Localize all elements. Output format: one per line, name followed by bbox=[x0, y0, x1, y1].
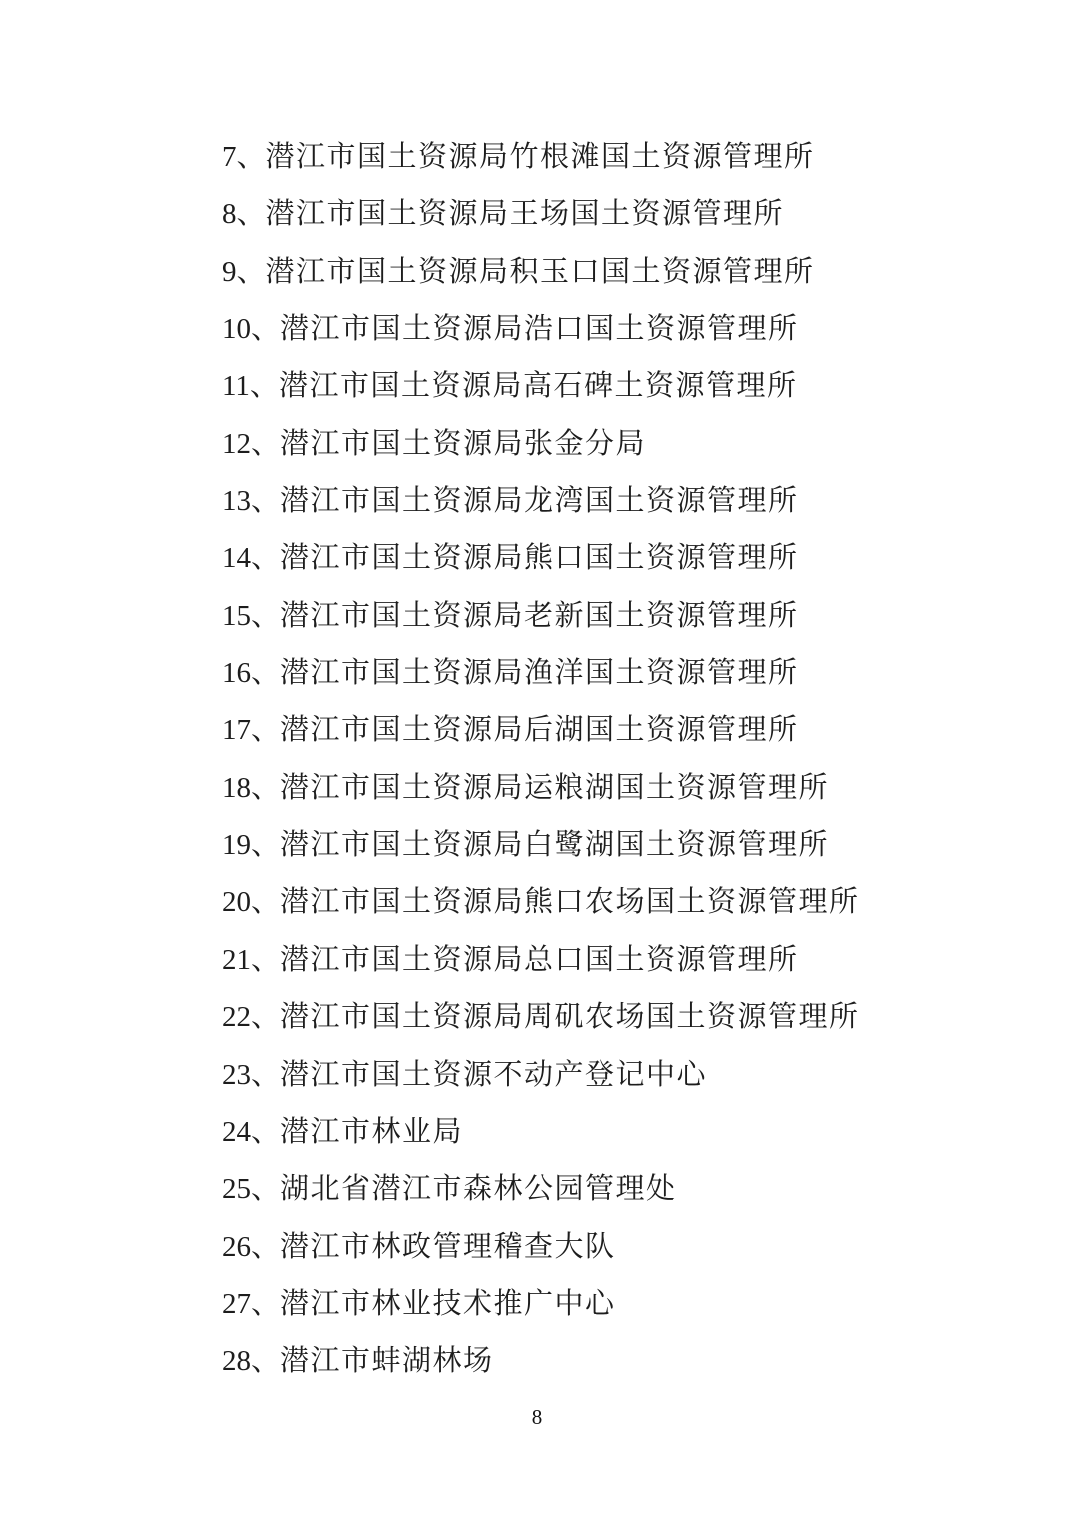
item-number: 20、 bbox=[222, 886, 281, 919]
item-text: 潜江市国土资源局王场国土资源管理所 bbox=[265, 198, 785, 231]
list-item bbox=[222, 542, 1034, 599]
item-number: 24、 bbox=[222, 1115, 281, 1148]
item-number: 27、 bbox=[222, 1287, 281, 1320]
item-text: 潜江市国土资源局老新国土资源管理所 bbox=[280, 599, 799, 632]
item-number: 18、 bbox=[222, 771, 281, 804]
item-number: 15、 bbox=[222, 599, 281, 632]
item-number: 16、 bbox=[222, 657, 281, 690]
item-text: 潜江市林业局 bbox=[280, 1115, 464, 1148]
page-number: 8 bbox=[531, 1405, 543, 1429]
item-number: 10、 bbox=[222, 313, 281, 346]
item-text: 潜江市国土资源局白鹭湖国土资源管理所 bbox=[280, 829, 830, 862]
item-text: 潜江市林业技术推广中心 bbox=[280, 1287, 616, 1320]
list-item bbox=[222, 772, 1034, 829]
list-item bbox=[222, 944, 1034, 1001]
item-text: 湖北省潜江市森林公园管理处 bbox=[280, 1173, 677, 1206]
item-number: 22、 bbox=[222, 1001, 281, 1034]
list-item bbox=[222, 1059, 1034, 1116]
item-text: 潜江市国土资源局周矶农场国土资源管理所 bbox=[280, 1001, 860, 1034]
item-number: 13、 bbox=[222, 485, 281, 518]
list-item bbox=[222, 485, 1034, 542]
item-number: 19、 bbox=[222, 829, 281, 862]
item-number: 8、 bbox=[222, 198, 266, 231]
item-text: 潜江市国土资源局浩口国土资源管理所 bbox=[280, 313, 799, 346]
list-item bbox=[222, 370, 1034, 427]
item-text: 潜江市国土资源局积玉口国土资源管理所 bbox=[265, 255, 815, 288]
item-text: 潜江市国土资源局竹根滩国土资源管理所 bbox=[265, 141, 815, 173]
list-item bbox=[222, 1231, 1034, 1288]
list-item bbox=[222, 657, 1034, 714]
item-text: 潜江市林政管理稽查大队 bbox=[280, 1230, 616, 1263]
org-list bbox=[222, 141, 1034, 1403]
list-item bbox=[222, 886, 1034, 943]
list-item bbox=[222, 141, 1034, 198]
item-number: 23、 bbox=[222, 1058, 281, 1091]
list-item bbox=[222, 1288, 1034, 1345]
list-item bbox=[222, 1173, 1034, 1230]
list-item bbox=[222, 198, 1034, 255]
item-text: 潜江市国土资源不动产登记中心 bbox=[280, 1058, 708, 1091]
list-item bbox=[222, 829, 1034, 886]
page-footer bbox=[0, 1404, 1074, 1430]
list-item bbox=[222, 600, 1034, 657]
item-number: 14、 bbox=[222, 542, 281, 575]
list-item bbox=[222, 313, 1034, 370]
list-item bbox=[222, 1001, 1034, 1058]
list-item bbox=[222, 1116, 1034, 1173]
item-number: 28、 bbox=[222, 1345, 281, 1378]
item-number: 17、 bbox=[222, 714, 281, 747]
item-number: 12、 bbox=[222, 427, 281, 460]
item-number: 25、 bbox=[222, 1173, 281, 1206]
list-item bbox=[222, 428, 1034, 485]
item-text: 潜江市国土资源局张金分局 bbox=[280, 427, 647, 460]
item-number: 9、 bbox=[222, 255, 266, 288]
item-text: 潜江市国土资源局龙湾国土资源管理所 bbox=[280, 485, 799, 518]
item-text: 潜江市国土资源局熊口国土资源管理所 bbox=[280, 542, 799, 575]
item-text: 潜江市国土资源局高石碑土资源管理所 bbox=[278, 370, 798, 403]
item-number: 21、 bbox=[222, 943, 281, 976]
item-number: 7、 bbox=[222, 141, 266, 173]
item-number: 26、 bbox=[222, 1230, 281, 1263]
item-text: 潜江市国土资源局后湖国土资源管理所 bbox=[280, 714, 799, 747]
item-text: 潜江市蚌湖林场 bbox=[280, 1345, 494, 1378]
item-text: 潜江市国土资源局运粮湖国土资源管理所 bbox=[280, 771, 830, 804]
item-text: 潜江市国土资源局熊口农场国土资源管理所 bbox=[280, 886, 860, 919]
item-text: 潜江市国土资源局渔洋国土资源管理所 bbox=[280, 657, 799, 690]
list-item bbox=[222, 256, 1034, 313]
list-item bbox=[222, 714, 1034, 771]
item-text: 潜江市国土资源局总口国土资源管理所 bbox=[280, 943, 799, 976]
item-number: 11、 bbox=[222, 370, 279, 403]
list-item bbox=[222, 1345, 1034, 1402]
